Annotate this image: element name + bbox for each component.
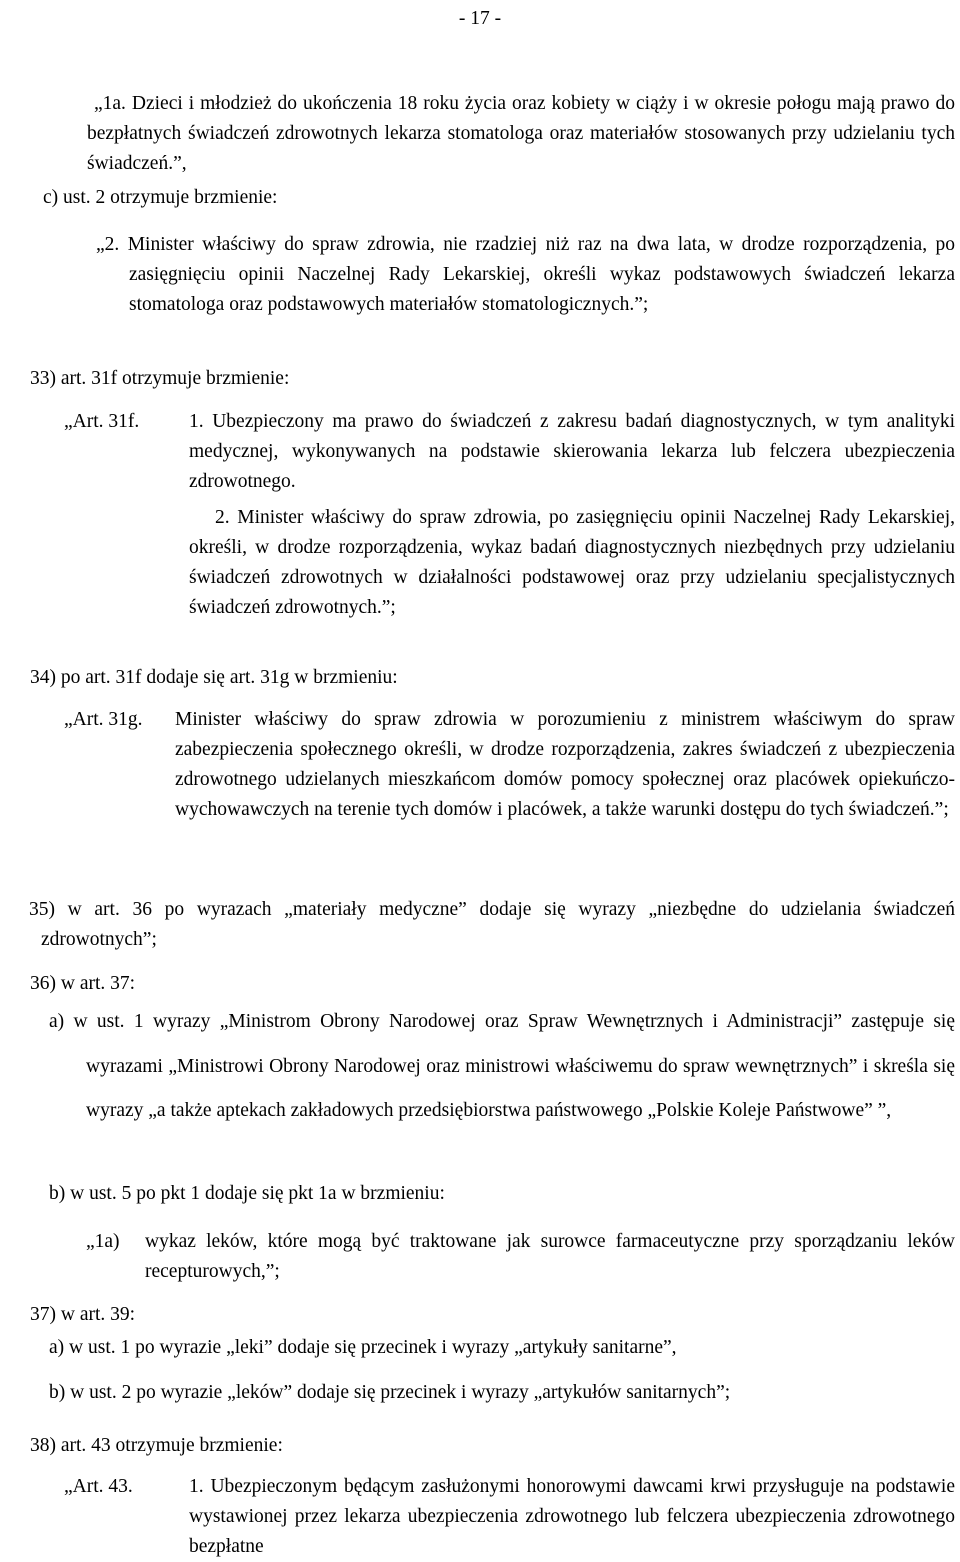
pkt-1a-text: wykaz leków, które mogą być traktowane jak surowce farmaceutyczne przy sporządzaniu leków recepturowych,”; xyxy=(145,1231,955,1282)
item-36a-text: 1 wyrazy „Ministrom Obrony Narodowej oraz Spraw Wewnętrznych i Administracji” zastępuje się wyrazami „Ministrowi Obrony Narodowej oraz ministrowi właściwemu do spraw wewnętrznych” i skreśla się wyrazy „a także aptekach zakładowych przedsiębiorstwa państwowego „Polskie Koleje Państwowe” ”, xyxy=(86,1011,955,1121)
art-31f-label: „Art. 31f. xyxy=(64,411,145,432)
pkt-1a-label: „1a) xyxy=(86,1231,125,1252)
item-36a xyxy=(49,1000,955,1134)
paragraph-2: „2. Minister właściwy do spraw zdrowia, nie rzadziej niż raz na dwa lata, w drodze rozporządzenia, po zasięgnięciu opinii Naczelnej Rady Lekarskiej, określi wykaz podstawowych świadczeń lekarza stomatologa oraz podstawowych materiałów stomatologicznych.”; xyxy=(96,234,955,315)
art-43 xyxy=(64,1472,955,1562)
art-43-text: 1. Ubezpieczonym będącym zasłużonymi honorowymi dawcami krwi przysługuje na podstawie wystawionej przez lekarza ubezpieczenia zdrowotnego lub felczera ubezpieczenia zdrowotnego bezpłatne xyxy=(189,1476,955,1557)
item-34: 34) po art. 31f dodaje się art. 31g w brzmieniu: xyxy=(30,667,398,688)
art-31g-label: „Art. 31g. xyxy=(64,709,148,730)
art-43-label: „Art. 43. xyxy=(64,1476,138,1497)
item-38: 38) art. 43 otrzymuje brzmienie: xyxy=(30,1435,283,1456)
pkt-1a-leki xyxy=(86,1227,955,1287)
art-31f-section-2: 2. Minister właściwy do spraw zdrowia, po zasięgnięciu opinii Naczelnej Rady Lekarskiej, określi, w drodze rozporządzenia, wykaz badań diagnostycznych niezbędnych przy udzielaniu świadczeń zdrowotnych w działalności podstawowej oraz przy udzielaniu specjalistycznych świadczeń zdrowotnych.”; xyxy=(189,507,955,618)
art-31g-text: Minister właściwy do spraw zdrowia w porozumieniu z ministrem właściwym do spraw zabezpieczenia społecznego określi, w drodze rozporządzenia, zakres świadczeń z ubezpieczenia zdrowotnego udzielanych mieszkańcom domów pomocy społecznej oraz placówek opiekuńczo-wychowawczych na terenie tych domów i placówek, a także warunki dostępu do tych świadczeń.”; xyxy=(175,709,955,820)
item-35 xyxy=(30,895,955,955)
item-37b: b) w ust. 2 po wyrazie „leków” dodaje się przecinek i wyrazy „artykułów sanitarnych”; xyxy=(49,1382,731,1403)
item-33: 33) art. 31f otrzymuje brzmienie: xyxy=(30,368,290,389)
item-c: c) ust. 2 otrzymuje brzmienie: xyxy=(43,187,278,208)
item-37: 37) w art. 39: xyxy=(30,1304,136,1325)
item-35-text: 35) w art. 36 po wyrazach „materiały medyczne” dodaje się wyrazy „niezbędne do udzielania świadczeń zdrowotnych”; xyxy=(29,899,955,950)
page-number: - 17 - xyxy=(458,8,502,29)
item-37a: a) w ust. 1 po wyrazie „leki” dodaje się przecinek i wyrazy „artykuły sanitarne”, xyxy=(49,1337,677,1358)
item-36a-label: a) w ust. xyxy=(49,1011,134,1032)
art-31f-section-1 xyxy=(64,407,955,497)
item-36b: b) w ust. 5 po pkt 1 dodaje się pkt 1a w brzmieniu: xyxy=(49,1183,445,1204)
item-36: 36) w art. 37: xyxy=(30,973,136,994)
art-31g xyxy=(64,705,955,825)
paragraph-1a: „1a. Dzieci i młodzież do ukończenia 18 roku życia oraz kobiety w ciąży i w okresie połogu mają prawo do bezpłatnych świadczeń zdrowotnych lekarza stomatologa oraz materiałów stosowanych przy udzielaniu tych świadczeń.”, xyxy=(87,93,955,174)
art-31f-text: 1. Ubezpieczony ma prawo do świadczeń z zakresu badań diagnostycznych, w tym analityki medycznej, wykonywanych na podstawie skierowania lekarza lub felczera ubezpieczenia zdrowotnego. xyxy=(189,411,955,492)
